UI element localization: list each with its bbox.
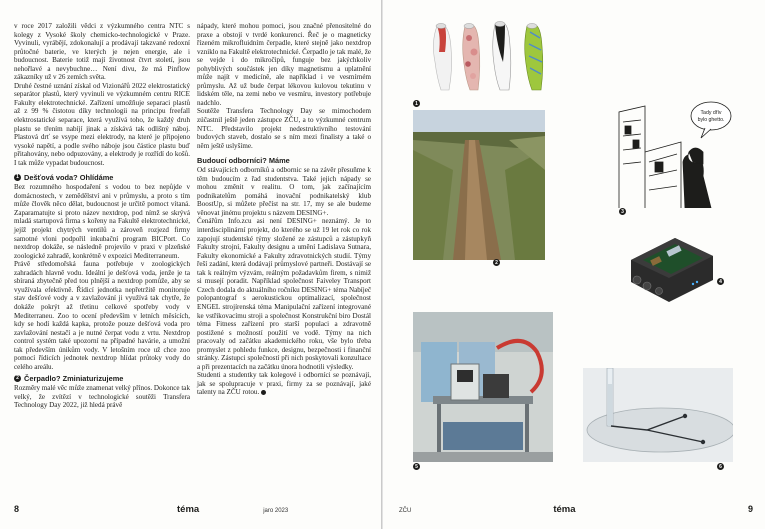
page-number: 9 [747,504,753,514]
prosthetics-photo [417,18,567,96]
section-heading-text: Dešťová voda? Ohlídáme [24,173,114,183]
end-of-article-mark [261,390,266,395]
page-number: 8 [14,504,20,514]
section-rubric: téma [177,504,200,515]
section-number-badge: 2 [14,375,21,382]
paragraph: Bez rozumného hospodaření s vodou to bez nepůjde v domácnostech, v zemědělství ani v průmyslu, a proto s tím může člověk něco dělat, budoucnost je určitě pomoct vítaná. Zaparamatujte si proto název nextdrop, pod nímž se skrývá mladá startupová firma s kořeny na Fakultě elektrotechnické, jejíž projekt chytrých ventilů a zároveň rozjezd firmy samotné vloni podpořil inkubační program BICPort. Co nextdrop dokáže, se následně projevilo v praxi v plzeňské zoologické zahradě, konkrétně v expozici Mediterraneum. [14,183,190,260]
section-heading [14,374,190,383]
paragraph: Druhé čestné uznání získal od Vizionářů 2022 elektrostatický separátor plastů, který vyvinuli ve výzkumném centru RICE Fakulty elektrotechnické. Zařízení umožňuje separaci plastů až z 99 % čistotou díky technologii na principu freefall elektrostatické separace, která využívá toho, že každý druh plastu se třením nabíjí jinak a získává tak odlišný náboj. Plastová drť se vsype mezi elektrody, na které je připojeno vysoké napětí, a podle svého náboje jsou částice plastu buď přitahovány, nebo odpuzovány, a elektrody je rozřídí do košů. I tak může vypadat budoucnost. [14,81,190,167]
paragraph: Právě středomořská fauna potřebuje v zoologických zahradách hlavně vodu. Ideální je dešťová voda, jenže je ta sbíraná zbytečně před tou plnější a nextdrop pomůže, aby se využívala efektivně. Řídicí jednotka nepřetržitě monitoruje stav dešťové vody a v zavlažování ji využívá tak chytře, že dokáže pokrýt až třetinu celkové spotřeby vody v Mediterraneu. Zoo to ocení především v letních měsících, kdy se hodí každá kapka, protože pouze dešťová voda pro zavlažování nestačí a je nutné čerpat vodu z vrtu. Nextdrop control systém také upozorní na případné havárie, a umožní tak především únikům vody. V letošním roce už chce zoo pomocí řídicích jednotek nextdrop hlídat průtoky vody do celého areálu. [14,260,190,371]
paragraph: nápady, které mohou pomoci, jsou značné přenositelné do praxe a obstojí v tvrdé konkurenci. Řeč je o magneticky řízeném mikrofluidním čerpadle, které stejně jako nextdrop vzniklo na Fakultě elektrotechnické. Čerpadlo je tak malé, že se vejde i do mikročipů, funguje bez jakýchkoliv pohyblivých součástek jen díky magnetismu a uplatnění může najít v medicíně, ale například i ve vesmírném průmyslu. Až už bude čerpat lékovou kulovou tekutinu v lidském těle, na zemi nebo ve vesmíru, investory potřebuje nadchlo. [197,22,371,107]
speech-bubble-line-2: bylo ghetto. [697,117,725,123]
issue-label: jaro 2023 [263,508,289,514]
section-heading [14,173,190,182]
left-column-2 [197,22,371,397]
paragraph: Čenářům Info.zcu asi není DESING+ neznámý. Je to interdisciplinární projekt, do kterého se už 19 let rok co rok zapojují studentské týmy složené ze zástupců a zástupkyň Fakulty strojní, Fakulty designu a umění Ladislava Sutnara, Fakulty ekonomické a Fakulty zdravotnických studií. Týmy řeší zadání, která dodávají průmyslové partneři. Dostávají se tak k reálným výzvám, reálným požadavkům firem, s nimiž si musejí poradit. Například společnost Faiveley Transport Czech dodala do aktuálního ročníku DESING+ téma Nabíječ polopantograf s aerokustickou optimalizací, společnost ENGEL strojírenská téma Manipulační zařízení integrované ke vstřikovacímu stroji a společnost Konstrukční biro Dostál téma Fitness zařízení pro starší populaci a zdravotně postižené s možností použití ve vodě. Týmy na nich pracovaly od začátku akademického roku, vše bylo třeba promyslet z pohledu funkce, designu, bezpečnosti i finanční stránky. Zástupci společností při nich poskytovali konzultace a při prezentacích na začátku února hodnotili výsledky. [197,217,371,371]
paragraph [197,371,371,397]
right-page [383,0,765,529]
figure-number-badge: 2 [493,259,500,266]
left-footer [14,504,371,515]
figure-number-badge: 5 [413,463,420,470]
speech-bubble [691,102,731,130]
electronic-enclosure-photo [621,224,719,304]
section-rubric: téma [553,504,576,515]
left-page [0,0,381,529]
section-heading [197,156,371,165]
microfluidic-pump-photo [583,368,733,462]
university-label: ZČU [399,508,412,514]
lab-pump-setup-photo [413,312,553,462]
paragraph: Od stávajících odborníků a odbornic se na závěr přesuňme k těm budoucím z řad studentstva. Také jejich nápady se mohou změnit v realitu. O tom, jak začínajícím podnikatelům pomáhá inovační podnikatelský klub BoostUp, si můžete přečíst na str. 17, my se ale budeme věnovat jinému projektu s názvem DESING+. [197,166,371,217]
section-number-badge: 1 [14,174,21,181]
figure-number-badge: 6 [717,463,724,470]
paragraph-text: Studenti a studentky tak kolegové i odborníci se poznávají, jak se spolupracuje v praxi, firmy za se poznávají, jaké talenty na ZČU rotou. [197,371,371,397]
paragraph: v roce 2017 založili vědci z výzkumného centra NTC s kolegy z Vysoké školy chemicko-technologické v Praze. Vyvinuli, vyrábějí, zdokonalují a prodávají takzvané redoxní průtočné baterie, ve kterých je nejen energie, ale i budoucnost. Baterie totiž mají životnost čtvrt století, jsou nehořlavé a nevybuchne… Není divu, že má Pinflow zákazníky už v 26 zemích světa. [14,22,190,82]
section-heading-text: Čerpadlo? Zminiaturizujeme [24,374,124,384]
figure-number-badge: 1 [413,100,420,107]
section-heading-text: Budoucí odborníci? Máme [197,156,290,166]
figure-number-badge: 4 [717,278,724,285]
paragraph: Rozměry malé věc může znamenat velký přínos. Dokonce tak velký, že zvítězí v technologické soutěži Transfera Technology Day 2022, již hledá právě [14,384,190,410]
right-footer [399,504,753,515]
figure-number-badge: 3 [619,208,626,215]
paragraph: Soutěže Transfera Technology Day se mimochodem zúčastnil ještě jeden zástupce ZČU, a to výzkumné centrum NTC. Představilo projekt nedestruktivního testování budových staveb, dostalo se s ním mezi finalisty a také o něm ještě uslyšíme. [197,107,371,150]
left-column-1 [14,22,190,410]
excavation-photo [413,110,545,260]
comic-illustration [615,92,735,208]
speech-bubble-line-1: Tady dřív [700,110,722,116]
